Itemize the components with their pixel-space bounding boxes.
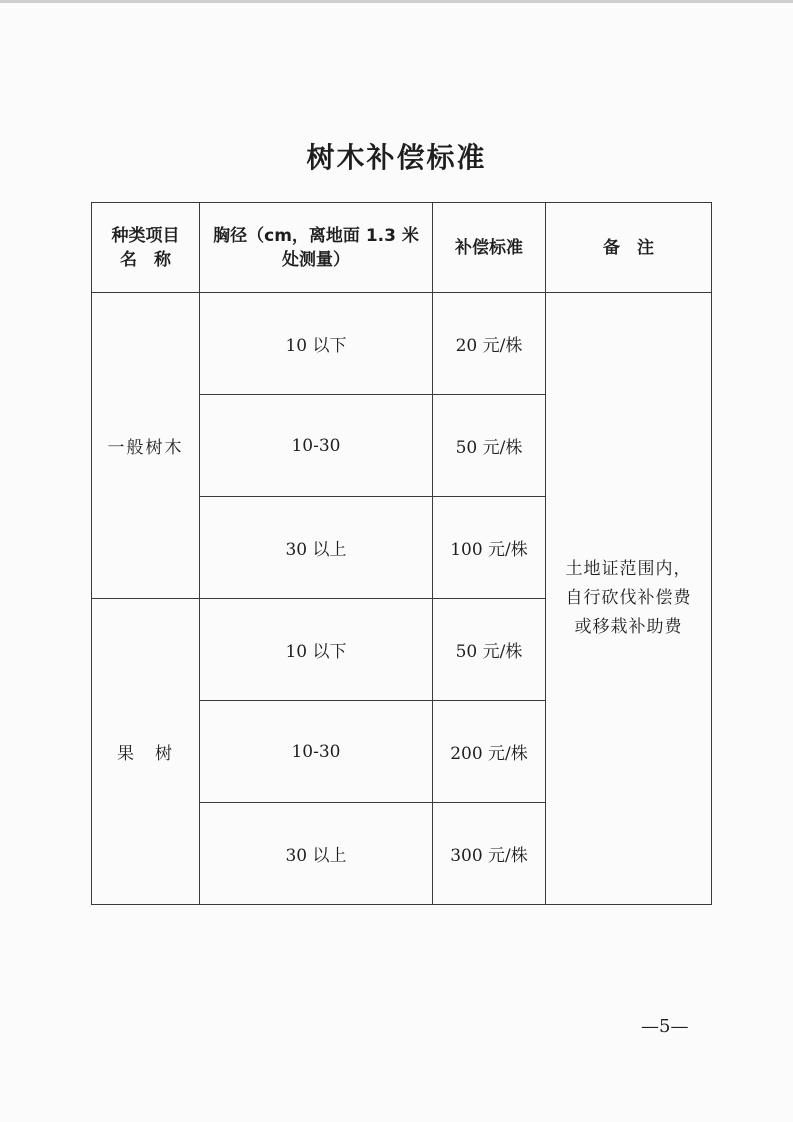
header-category-line2: 名 称 [120, 249, 171, 270]
header-diameter [200, 203, 433, 293]
page-top-edge [0, 0, 793, 3]
category-fruit-trees: 果 树 [92, 599, 200, 905]
rate-cell: 100 元/株 [433, 497, 546, 599]
header-category-line1: 种类项目 [111, 225, 180, 246]
remark-line2: 自行砍伐补偿费 [565, 588, 692, 608]
header-diameter-line1: 胸径（cm，离地面 1.3 米 [213, 225, 419, 246]
diameter-cell: 10 以下 [200, 293, 433, 395]
compensation-table [91, 202, 712, 905]
diameter-cell: 30 以上 [200, 497, 433, 599]
table-header-row [92, 203, 712, 293]
rate-cell: 200 元/株 [433, 701, 546, 803]
category-general-trees: 一般树木 [92, 293, 200, 599]
remark-line3: 或移栽补助费 [574, 617, 683, 637]
diameter-cell: 10-30 [200, 395, 433, 497]
remark-line1: 土地证范围内， [565, 559, 692, 579]
page-title: 树木补偿标准 [306, 141, 487, 174]
page-number: —5— [641, 1016, 689, 1037]
header-diameter-line2: 处测量） [282, 249, 350, 270]
rate-cell: 50 元/株 [433, 599, 546, 701]
header-remark: 备 注 [546, 203, 712, 293]
rate-cell: 20 元/株 [433, 293, 546, 395]
header-rate: 补偿标准 [433, 203, 546, 293]
header-category [92, 203, 200, 293]
remark-cell [546, 293, 712, 905]
rate-cell: 50 元/株 [433, 395, 546, 497]
diameter-cell: 10-30 [200, 701, 433, 803]
diameter-cell: 30 以上 [200, 803, 433, 905]
table-row [92, 293, 712, 395]
rate-cell: 300 元/株 [433, 803, 546, 905]
diameter-cell: 10 以下 [200, 599, 433, 701]
